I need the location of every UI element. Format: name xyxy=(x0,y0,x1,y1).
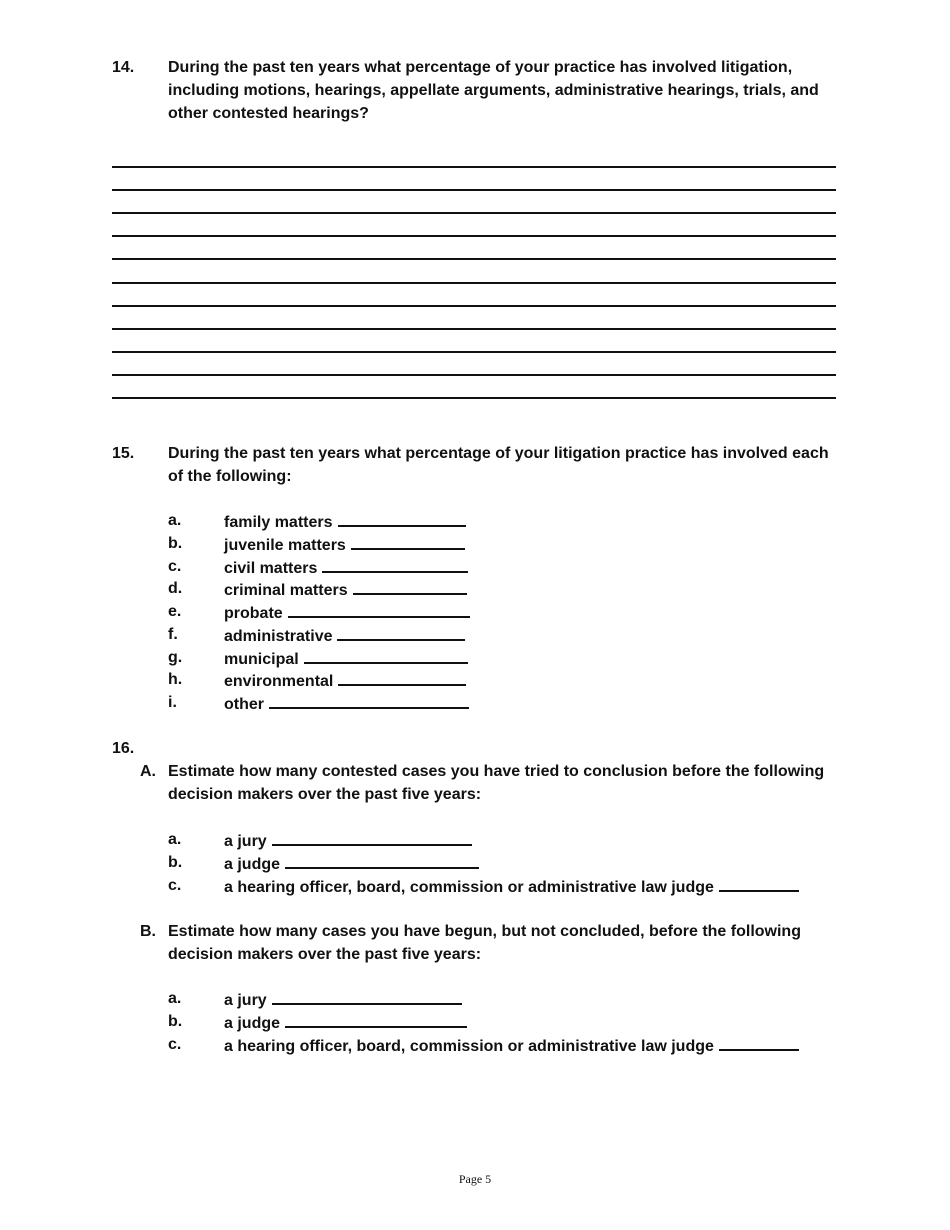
item-label: other xyxy=(224,696,264,713)
item-label: juvenile matters xyxy=(224,536,346,554)
fill-blank[interactable] xyxy=(719,875,799,892)
item-letter: c. xyxy=(168,1035,182,1053)
answer-line[interactable] xyxy=(112,333,836,356)
answer-line[interactable] xyxy=(112,194,836,217)
item-letter: b. xyxy=(168,853,183,871)
item-label: a hearing officer, board, commission or administrative law judge xyxy=(224,878,714,896)
item-letter: d. xyxy=(168,580,183,598)
part-letter: A. xyxy=(140,763,156,780)
item-label: a jury xyxy=(224,992,267,1009)
answer-line[interactable] xyxy=(112,263,836,286)
item-label: a judge xyxy=(224,855,281,873)
question-text: During the past ten years what percentage of your litigation practice has involved each of the following: xyxy=(168,445,829,485)
part-text: Estimate how many cases you have begun, but not concluded, before the following decision makers over the past five years: xyxy=(168,923,801,963)
item-label: criminal matters xyxy=(224,582,348,600)
fill-blank[interactable] xyxy=(304,647,468,664)
answer-line[interactable] xyxy=(112,148,836,171)
item-letter: c. xyxy=(168,557,182,575)
question-number: 16. xyxy=(112,740,135,757)
fill-blank[interactable] xyxy=(285,1011,467,1028)
item-letter: g. xyxy=(168,648,183,666)
item-label: environmental xyxy=(224,673,334,691)
item-letter: a. xyxy=(168,512,182,529)
question-number: 14. xyxy=(112,59,135,76)
fill-blank[interactable] xyxy=(269,692,469,709)
question-text: During the past ten years what percentage of your practice has involved litigation, including motions, hearings, appellate arguments, administrative hearings, trials, and other contested hearings? xyxy=(168,59,819,122)
answer-line[interactable] xyxy=(112,287,836,310)
item-letter: b. xyxy=(168,1012,183,1030)
answer-line[interactable] xyxy=(112,379,836,402)
question-number: 15. xyxy=(112,445,135,462)
item-label: a jury xyxy=(224,833,267,850)
item-label: probate xyxy=(224,605,283,622)
fill-blank[interactable] xyxy=(272,988,462,1005)
item-label: civil matters xyxy=(224,559,318,577)
item-label: a hearing officer, board, commission or administrative law judge xyxy=(224,1037,714,1055)
fill-blank[interactable] xyxy=(338,669,466,686)
fill-blank[interactable] xyxy=(285,852,479,869)
fill-blank[interactable] xyxy=(338,510,466,527)
fill-blank[interactable] xyxy=(719,1034,799,1051)
item-letter: e. xyxy=(168,603,182,620)
answer-line[interactable] xyxy=(112,217,836,240)
fill-blank[interactable] xyxy=(353,578,467,595)
item-label: a judge xyxy=(224,1014,281,1032)
item-letter: a. xyxy=(168,990,182,1007)
item-letter: c. xyxy=(168,876,182,894)
fill-blank[interactable] xyxy=(322,556,468,573)
fill-blank[interactable] xyxy=(351,533,465,550)
answer-lines-14[interactable] xyxy=(112,148,836,402)
item-letter: f. xyxy=(168,625,178,643)
item-label: administrative xyxy=(224,627,333,645)
item-letter: b. xyxy=(168,534,183,552)
answer-line[interactable] xyxy=(112,240,836,263)
fill-blank[interactable] xyxy=(337,624,465,641)
part-text: Estimate how many contested cases you have tried to conclusion before the following decision makers over the past five years: xyxy=(168,763,825,803)
item-label: municipal xyxy=(224,650,299,668)
answer-line[interactable] xyxy=(112,171,836,194)
answer-line[interactable] xyxy=(112,310,836,333)
part-letter: B. xyxy=(140,923,156,940)
item-letter: h. xyxy=(168,671,183,689)
fill-blank[interactable] xyxy=(288,601,470,618)
item-label: family matters xyxy=(224,514,333,531)
answer-line[interactable] xyxy=(112,356,836,379)
fill-blank[interactable] xyxy=(272,829,472,846)
item-letter: a. xyxy=(168,831,182,848)
page-number: Page 5 xyxy=(458,1172,492,1186)
item-letter: i. xyxy=(168,694,177,711)
